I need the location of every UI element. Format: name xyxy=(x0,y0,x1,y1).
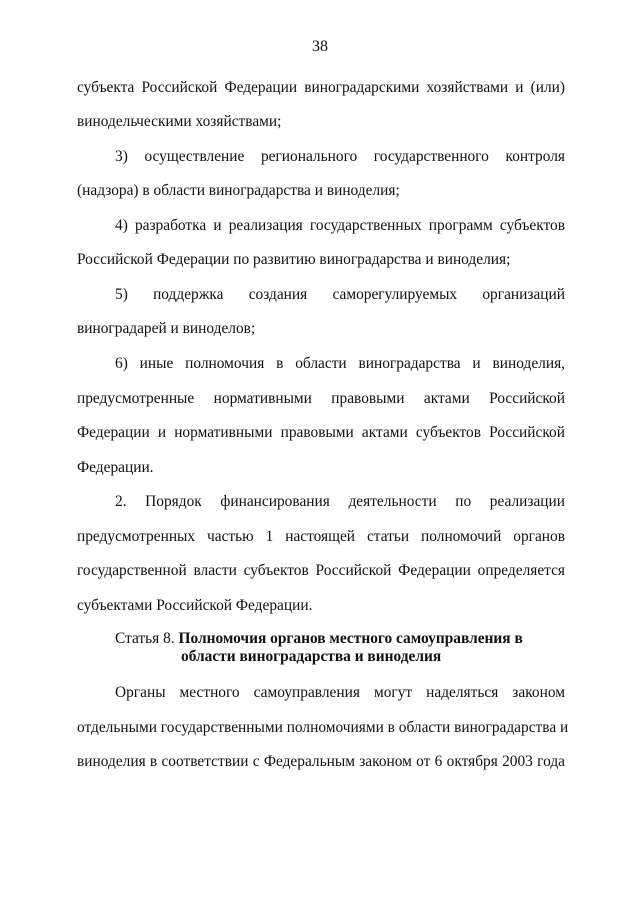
text-line: субъектами Российской Федерации. xyxy=(77,597,313,614)
article-heading xyxy=(115,630,523,648)
text-line: предусмотренные нормативными правовыми актами Российской xyxy=(77,390,565,407)
article-title-line1: Полномочия органов местного самоуправления в xyxy=(178,630,523,647)
text-line: 2. Порядок финансирования деятельности по реализации xyxy=(115,493,565,510)
text-line: субъекта Российской Федерации виноградарскими хозяйствами и (или) xyxy=(77,79,565,96)
text-line: отдельными государственными полномочиями в области виноградарства и xyxy=(77,719,569,736)
text-line: виноделия в соответствии с Федеральным законом от 6 октября 2003 года xyxy=(77,753,565,770)
text-line: (надзора) в области виноградарства и виноделия; xyxy=(77,182,400,199)
text-line: Российской Федерации по развитию виноградарства и виноделия; xyxy=(77,251,511,268)
text-line: 6) иные полномочия в области виноградарства и виноделия, xyxy=(115,355,565,372)
text-line: виноградарей и виноделов; xyxy=(77,320,256,337)
article-prefix: Статья 8. xyxy=(115,630,175,647)
text-line: 5) поддержка создания саморегулируемых организаций xyxy=(115,286,565,303)
text-line: Органы местного самоуправления могут наделяться законом xyxy=(115,684,565,701)
page-number: 38 xyxy=(312,38,328,55)
text-line: предусмотренных частью 1 настоящей статьи полномочий органов xyxy=(77,528,565,545)
article-title-line2: области виноградарства и виноделия xyxy=(181,648,442,665)
text-line: 3) осуществление регионального государственного контроля xyxy=(115,148,565,165)
text-line: винодельческими хозяйствами; xyxy=(77,113,282,130)
text-line: государственной власти субъектов Российской Федерации определяется xyxy=(77,562,565,579)
text-line: 4) разработка и реализация государственных программ субъектов xyxy=(115,217,565,234)
text-line: Федерации. xyxy=(77,459,154,476)
text-line: Федерации и нормативными правовыми актами субъектов Российской xyxy=(77,424,565,441)
